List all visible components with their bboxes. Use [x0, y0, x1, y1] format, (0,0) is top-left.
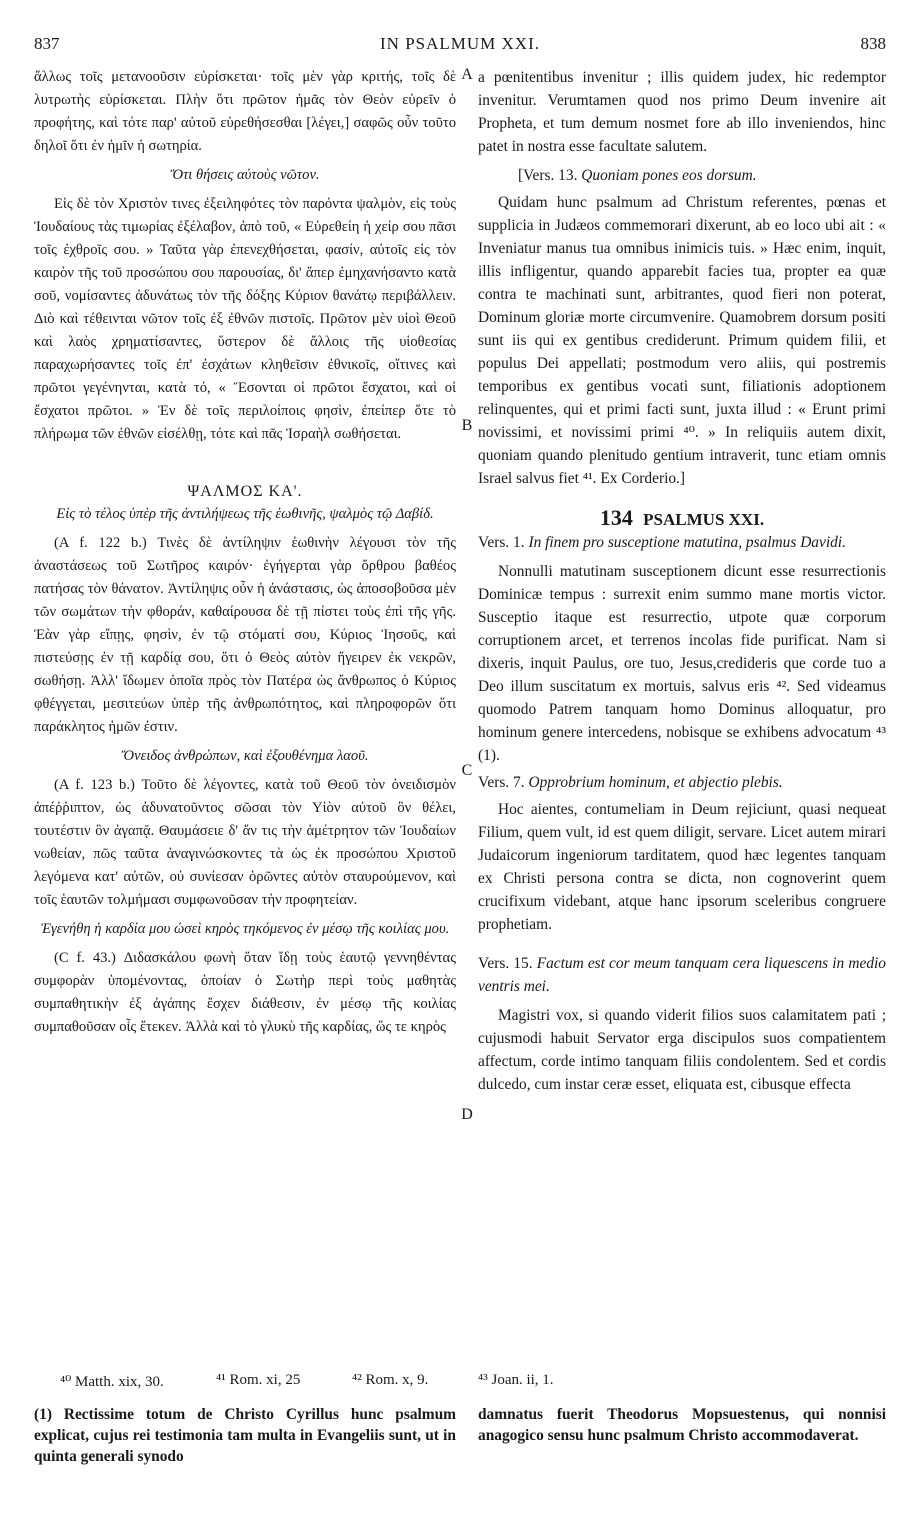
greek-psalm-title: ΨΑΛΜΟΣ ΚΑ'.: [187, 483, 303, 500]
page-number-right: 838: [860, 34, 886, 53]
verse-text: Factum est cor meum tanquam cera liquescens in medio ventris mei.: [478, 955, 886, 995]
greek-lemma: Ὄνειδος ἀνθρώπων, καὶ ἐξουθένημα λαοῦ.: [121, 748, 369, 764]
note-41: ⁴¹ Rom. xi, 25: [216, 1372, 301, 1388]
latin-psalm-title: [478, 506, 886, 531]
verse-text: In finem pro susceptione matutina, psalmus Davidi.: [528, 534, 846, 551]
latin-verse-heading: [478, 164, 886, 187]
greek-column: [34, 66, 456, 1362]
footnote-text: damnatus fuerit Theodorus Mopsuestenus, qui nonnisi anagogico sensu hunc psalmum Christo accommodaverat.: [478, 1406, 886, 1444]
latin-paragraph: Quidam hunc psalmum ad Christum referentes, pœnas et supplicia in Judæos commemorari dixerunt, ab eo loco ubi ait : « Inveniatur manus tua omnibus inimicis tuis. » Hæc enim, inquit, illis infligentur, quando apparebit facies tua, propter ea quæ contra te machinati sunt, arbitrantes, quod fieri non poterat, Dominum gloriæ morte circumvenire. Quamobrem dorsum positi sunt iis qui ex gentibus crediderunt. Primum quidem filii, et populus Dei appellati; postmodum vero aliis, qui postremis temporibus ex gentibus vocati sunt, filiationis adoptionem relinquentes, qui et primi facti sunt, juxta illud : « Erunt primi novissimi, et novissimi primi ⁴⁰. » In reliquiis autem dixit, quoniam quando plenitudo gentium intraverit, tunc etiam omnis Israel salvus fiet ⁴¹. Ex Corderio.]: [478, 194, 886, 487]
greek-paragraph: (A f. 122 b.) Τινὲς δὲ ἀντίληψιν ἑωθινὴν λέγουσι τὸν τῆς ἀναστάσεως τοῦ Σωτῆρος καιρόν· ἐγήγερται γὰρ ὄρθρου βαθέος πατήσας τὸν θάνατον. Ἀντίληψις οὖν ἡ ἀνάστασις, ὡς ἀποσοβοῦσα μὲν τῶν σωμάτων τὴν φθοράν, καθαίρουσα δὲ τῇ πίστει τοὺς ἐπὶ τῆς γῆς. Ἐὰν γὰρ εἴπῃς, φησὶν, ἐν τῷ στόματί σου, Κύριος Ἰησοῦς, καὶ πιστεύσῃς ἐν τῇ καρδίᾳ σου, ὅτι ὁ Θεὸς αὐτὸν ἤγειρεν ἐκ νεκρῶν, σωθήσῃ. Ἀλλ' ἴδωμεν ὁποῖα πρὸς τὸν Πατέρα ὡς ἄνθρωπος ὁ Κύριος φθέγγεται, μεσιτεύων ὑπὲρ τῆς ἀνθρωπότητος, καὶ πληροφορῶν ὅτι παράκλητος ἡμῶν ἐστιν.: [34, 535, 456, 735]
footnote-left: [34, 1404, 456, 1467]
footnote-right: [478, 1404, 886, 1446]
scripture-notes: [34, 1372, 886, 1398]
latin-paragraph: a pœnitentibus invenitur ; illis quidem judex, hic redemptor invenitur. Verumtamen quod nos primo Deum invenire ait Propheta, et tum demum nosmet fore ab illo inveniendos, hinc patet in nostra esse facultate salutem.: [478, 69, 886, 155]
page-header: [34, 34, 886, 60]
section-gap: [478, 936, 886, 952]
latin-verse-heading: [478, 952, 886, 998]
greek-paragraph: (A f. 123 b.) Τοῦτο δὲ λέγοντες, κατὰ τοῦ Θεοῦ τὸν ὀνειδισμὸν ἀπέῤῥιπτον, ὡς ἀδυνατοῦντος σῶσαι τὸν Υἱὸν αὐτοῦ ὃν θέλει, τουτέστιν ὃν ἀγαπᾷ. Θαυμάσειε δ' ἄν τις τὴν ἀμέτρητον τῶν Ἰουδαίων νωθείαν, πῶς ταῦτα ἀναγινώσκοντες τὰ ὡς ἐκ προσώπου Χριστοῦ λεγόμενα κατ' αὐτῶν, οὐ συνίεσαν ὁρῶντες αὐτὸν σταυρούμενον, καὶ τοῖς ἑαυτῶν τολμήμασι συμφωνοῦσαν τὴν προφητείαν.: [34, 777, 456, 908]
running-title: IN PSALMUM XXI.: [380, 34, 540, 53]
latin-paragraph: Hoc aientes, contumeliam in Deum rejiciunt, quasi nequeat Filium, quem vult, id est quem diligit, servare. Licet autem mirari Judaicorum ingeniorum tarditatem, quod hæc legentes tanquam ex Christi persona contra se dicta, non cognoverint quem crucifixum videbant, atque hanc ipsorum sceleribus congruere prophetiam.: [478, 801, 886, 933]
verse-label: Vers. 7.: [478, 774, 525, 791]
latin-verse-heading: [478, 531, 886, 554]
margin-marker-c: C: [461, 762, 473, 779]
section-gap: [34, 446, 456, 480]
margin-marker-a: A: [461, 66, 473, 83]
note-43: ⁴³ Joan. ii, 1.: [478, 1372, 554, 1388]
latin-verse-heading: [478, 771, 886, 794]
margin-marker-b: B: [461, 417, 473, 434]
verse-text: Quoniam pones eos dorsum.: [581, 167, 757, 184]
latin-paragraph: Nonnulli matutinam susceptionem dicunt esse resurrectionis Dominicæ tempus : surrexit enim summo mane mortis victor. Susceptio itaque est resurrectio, utpote quæ corporum corruptionem arcet, et terrenos incolas fide purificat. Nam si dixeris, inquit Paulus, ore tuo, Jesus,credideris que corde tuo a Deo illum suscitatum ex mortuis, salvus eris ⁴². Sed videamus quomodo Patrem tanquam homo Dominus alloquatur, pro hominum genere intercedens, nobisque se exhibens advocatum ⁴³ (1).: [478, 563, 886, 764]
verse-label: Vers. 1.: [478, 534, 525, 551]
greek-paragraph: ἄλλως τοῖς μετανοοῦσιν εὑρίσκεται· τοῖς μὲν γὰρ κριτής, τοῖς δὲ λυτρωτὴς εὑρίσκεται. Πλὴν ὅτι πρῶτον ἡμᾶς τὸν Θεὸν εὑρεῖν ὁ προφήτης, καὶ τότε παρ' αὐτοῦ εὑρεθήσεσθαι [λέγει,] σαφῶς οὖν τοῦτο δηλοῖ ὅτι ἐν ἡμῖν ἡ σωτηρία.: [34, 69, 456, 154]
verse-label: [Vers. 13.: [518, 167, 578, 184]
latin-paragraph: Magistri vox, si quando viderit filios suos calamitatem pati ; cujusmodi habuit Servator erga discipulos suos compatientem affectum, corde intimo tanquam filiis condolentem. Sed et cordis dulcedo, cum instar ceræ esset, eliquata est, cibusque effecta: [478, 1007, 886, 1093]
note-40: ⁴⁰ Matth. xix, 30.: [60, 1374, 164, 1390]
verse-text: Opprobrium hominum, et abjectio plebis.: [528, 774, 783, 791]
latin-column: [478, 66, 886, 1362]
greek-lemma: Ὅτι θήσεις αὐτοὺς νῶτον.: [170, 167, 320, 183]
greek-lemma: Ἐγενήθη ἡ καρδία μου ὡσεὶ κηρὸς τηκόμενος ἐν μέσῳ τῆς κοιλίας μου.: [40, 921, 450, 937]
verse-label: Vers. 15.: [478, 955, 533, 972]
column-number: 134: [599, 505, 633, 530]
psalm-title-text: PSALMUS XXI.: [643, 510, 765, 529]
page-number-left: 837: [34, 34, 60, 53]
greek-psalm-subtitle: Εἰς τὸ τέλος ὑπὲρ τῆς ἀντιλήψεως τῆς ἑωθινῆς, ψαλμὸς τῷ Δαβίδ.: [56, 506, 434, 522]
footnote-text: (1) Rectissime totum de Christo Cyrillus hunc psalmum explicat, cujus rei testimonia tam multa in Evangeliis sunt, ut in quinta generali synodo: [34, 1406, 456, 1465]
greek-paragraph: (C f. 43.) Διδασκάλου φωνὴ ὅταν ἴδῃ τοὺς ἑαυτῷ γεννηθέντας συμφορὰν ὑπομένοντας, ὁποίαν ὁ Σωτὴρ περὶ τοὺς μαθητὰς συμπαθητικὴν ἐξ ἀγάπης ἔσχεν διάθεσιν, ἐν μέσῳ τῆς κοιλίας συμπαθοῦσαν οἷς ἔτεκεν. Ἀλλὰ καὶ τὸ γλυκὺ τῆς καρδίας, ὥς τε κηρὸς: [34, 950, 456, 1035]
section-gap: [478, 490, 886, 506]
margin-marker-d: D: [461, 1106, 473, 1123]
note-42: ⁴² Rom. x, 9.: [352, 1372, 429, 1388]
greek-paragraph: Εἰς δὲ τὸν Χριστὸν τινες ἐξειληφότες τὸν παρόντα ψαλμὸν, εἰς τοὺς Ἰουδαίους τὰς τιμωρίας ἐξέλαβον, ἀπὸ τοῦ, « Εὑρεθείη ἡ χείρ σου πᾶσι τοῖς ἐχθροῖς σου. » Ταῦτα γὰρ ἐπενεχθήσεται, φασίν, αὐτοῖς εἰς τὸν καιρὸν τῆς τοῦ προσώπου σου παρουσίας, δι' ἅπερ ἐμηχανήσαντο κατὰ σοῦ, νομίσαντες ἀδυνάτως τὸν τῆς δόξης Κύριον θανάτῳ περιβάλλειν. Διὸ καὶ τέθεινται νῶτον τοῖς ἐξ ἐθνῶν πιστοῖς. Πρῶτον μὲν υἱοὶ Θεοῦ καὶ λαὸς χρηματίσαντες, ὕστερον δὲ ἄλλοις τῆς υἱοθεσίας παραχωρήσαντες τοῖς ἐπ' ἐσχάτων κληθεῖσιν ἐθνικοῖς, οἵτινες καὶ πρῶτοι γεγένηνται, κατὰ τό, « Ἔσονται οἱ πρῶτοι ἔσχατοι, καὶ οἱ ἔσχατοι πρῶτοι. » Ἐν δὲ τοῖς περιλοίποις φησὶν, ἐπείπερ ὅτε τὸ πλήρωμα τῶν ἐθνῶν εἰσέλθῃ, τότε καὶ πᾶς Ἰσραὴλ σωθήσεται.: [34, 196, 456, 442]
